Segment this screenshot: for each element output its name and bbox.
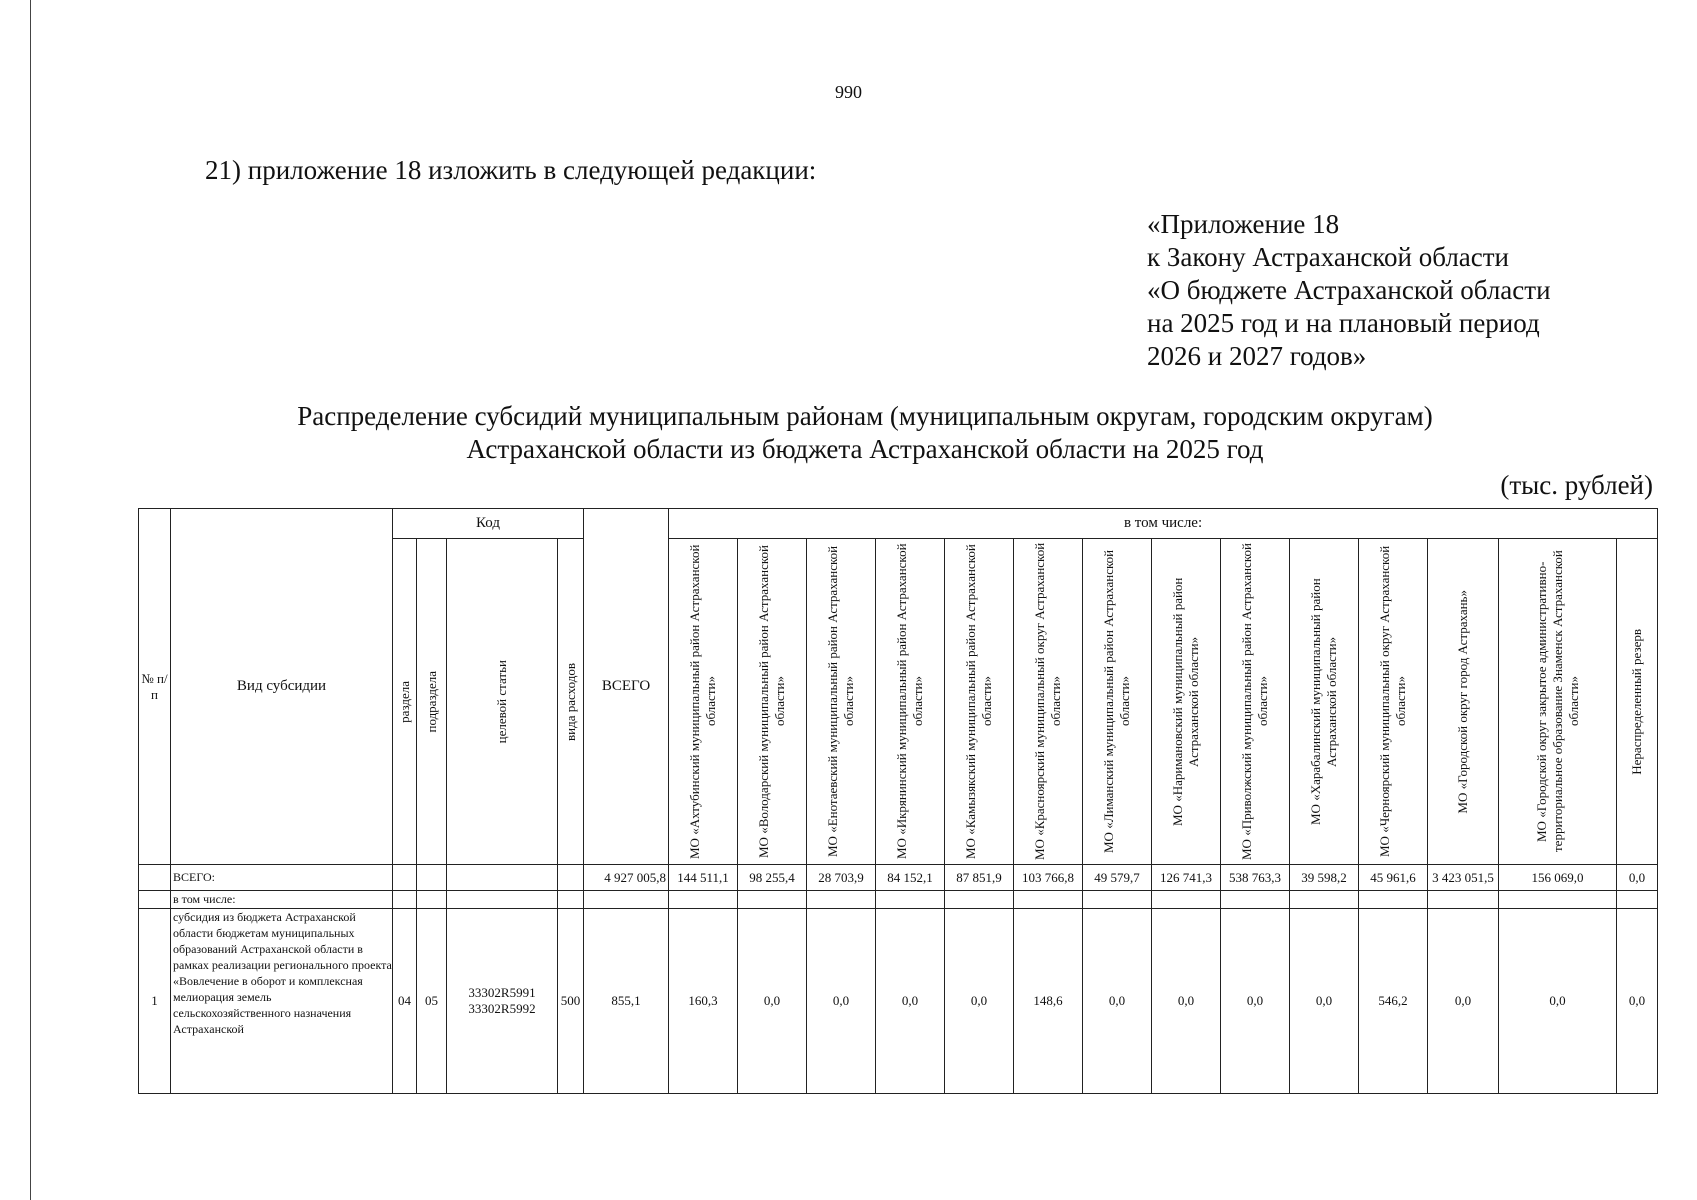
including-label: в том числе: [171, 891, 393, 909]
header-municipality [738, 539, 807, 865]
including-empty-cell [1359, 891, 1428, 909]
total-target-cell [447, 865, 558, 891]
row-municipality-value: 0,0 [1428, 909, 1499, 1094]
row-municipality-value: 0,0 [876, 909, 945, 1094]
header-municipality [876, 539, 945, 865]
target-code-line: 33302R5991 [468, 985, 536, 1000]
total-municipality-value: 538 763,3 [1221, 865, 1290, 891]
including-empty-cell [447, 891, 558, 909]
including-empty-cell [807, 891, 876, 909]
header-municipality [1428, 539, 1499, 865]
total-municipality-value: 3 423 051,5 [1428, 865, 1499, 891]
units-label: (тыс. рублей) [1500, 470, 1653, 500]
including-empty-cell [669, 891, 738, 909]
including-empty-cell [1083, 891, 1152, 909]
total-municipality-value: 87 851,9 [945, 865, 1014, 891]
header-code: Код [393, 509, 584, 539]
header-section-label: раздела [396, 680, 412, 723]
row-number: 1 [139, 909, 171, 1094]
header-municipality [1499, 539, 1617, 865]
row-municipality-value: 0,0 [1152, 909, 1221, 1094]
municipality-label: МО «Енотаевский муниципальный район Астраханской области» [825, 545, 857, 858]
header-target-article [447, 539, 558, 865]
row-total: 855,1 [584, 909, 669, 1094]
total-municipality-value: 84 152,1 [876, 865, 945, 891]
including-empty-cell [1428, 891, 1499, 909]
row-municipality-value: 160,3 [669, 909, 738, 1094]
row-description: субсидия из бюджета Астраханской области бюджетам муниципальных образований Астраханской области в рамках реализации регионального проекта «Вовлечение в оборот и комплексная мелиорация земель сельскохозяйственного назначения Астраханской [171, 909, 393, 1094]
table-row [139, 909, 1658, 1094]
municipality-label: МО «Камызякский муниципальный район Астраханской области» [963, 544, 995, 859]
page-number: 990 [835, 82, 862, 102]
municipality-label: МО «Икрянинский муниципальный район Астраханской области» [894, 543, 926, 860]
header-num: № п/п [139, 509, 171, 865]
header-municipality [945, 539, 1014, 865]
appendix-line: 2026 и 2027 годов» [1147, 341, 1367, 371]
total-municipality-value: 49 579,7 [1083, 865, 1152, 891]
header-target-article-label: целевой статьи [494, 659, 509, 744]
including-empty-cell [584, 891, 669, 909]
row-municipality-value: 0,0 [807, 909, 876, 1094]
header-including: в том числе: [669, 509, 1658, 539]
row-expense-code: 500 [558, 909, 584, 1094]
header-municipality [669, 539, 738, 865]
municipality-label: МО «Городской округ закрытое административно-территориальное образование Знаменск Астраханской области» [1533, 550, 1581, 853]
header-municipality [1290, 539, 1359, 865]
including-empty-cell [1290, 891, 1359, 909]
including-num-cell [139, 891, 171, 909]
total-subsection-cell [417, 865, 447, 891]
header-municipality [1152, 539, 1221, 865]
including-empty-cell [1499, 891, 1617, 909]
header-municipality [1083, 539, 1152, 865]
municipality-label: МО «Наримановский муниципальный район Астраханской области» [1170, 577, 1202, 826]
municipality-label: МО «Черноярский муниципальный округ Астраханской области» [1377, 545, 1409, 858]
header-subsection-label: подраздела [423, 670, 439, 733]
appendix-line: к Закону Астраханской области [1147, 242, 1510, 272]
header-subsidy-type: Вид субсидии [171, 509, 393, 865]
including-empty-cell [945, 891, 1014, 909]
including-empty-cell [1152, 891, 1221, 909]
including-empty-cell [876, 891, 945, 909]
municipality-label: МО «Володарский муниципальный район Астраханской области» [756, 545, 788, 858]
header-total: ВСЕГО [584, 509, 669, 865]
municipality-label: МО «Лиманский муниципальный район Астраханской области» [1101, 549, 1133, 854]
header-row-top [139, 509, 1658, 539]
including-empty-cell [1221, 891, 1290, 909]
header-expense-type-label: вида расходов [562, 662, 578, 741]
total-value: 4 927 005,8 [584, 865, 669, 891]
page-margin-line [30, 0, 31, 1200]
header-expense-type [558, 539, 584, 865]
subsidy-table [138, 508, 1658, 1094]
header-municipality [1221, 539, 1290, 865]
total-municipality-value: 126 741,3 [1152, 865, 1221, 891]
including-empty-cell [738, 891, 807, 909]
including-empty-cell [417, 891, 447, 909]
total-expense-cell [558, 865, 584, 891]
total-municipality-value: 0,0 [1617, 865, 1658, 891]
header-reserve [1617, 539, 1658, 865]
title-line: Распределение субсидий муниципальным районам (муниципальным округам, городским округам) [297, 401, 1433, 431]
document-title [0, 400, 1697, 466]
header-municipality [1014, 539, 1083, 865]
title-line: Астраханской области из бюджета Астраханской области на 2025 год [466, 434, 1264, 464]
total-municipality-value: 156 069,0 [1499, 865, 1617, 891]
row-subsection-code: 05 [417, 909, 447, 1094]
row-municipality-value: 0,0 [1083, 909, 1152, 1094]
amendment-instruction: 21) приложение 18 изложить в следующей редакции: [205, 155, 817, 185]
total-label: ВСЕГО: [171, 865, 393, 891]
municipality-label: Нераспределенный резерв [1629, 628, 1645, 775]
municipality-label: МО «Приволжский муниципальный район Астраханской области» [1239, 543, 1271, 860]
total-municipality-value: 98 255,4 [738, 865, 807, 891]
header-section [393, 539, 417, 865]
row-municipality-value: 0,0 [738, 909, 807, 1094]
total-section-cell [393, 865, 417, 891]
row-municipality-value: 0,0 [1617, 909, 1658, 1094]
row-municipality-value: 0,0 [945, 909, 1014, 1094]
row-municipality-value: 546,2 [1359, 909, 1428, 1094]
row-municipality-value: 0,0 [1221, 909, 1290, 1094]
header-municipality [1359, 539, 1428, 865]
municipality-label: МО «Ахтубинский муниципальный район Астраханской области» [687, 544, 719, 859]
including-empty-cell [1014, 891, 1083, 909]
appendix-line: «О бюджете Астраханской области [1147, 275, 1551, 305]
total-municipality-value: 39 598,2 [1290, 865, 1359, 891]
header-municipality [807, 539, 876, 865]
including-empty-cell [558, 891, 584, 909]
total-municipality-value: 144 511,1 [669, 865, 738, 891]
row-target-code [447, 909, 558, 1094]
total-num-cell [139, 865, 171, 891]
total-row [139, 865, 1658, 891]
appendix-line: на 2025 год и на плановый период [1147, 308, 1540, 338]
total-municipality-value: 45 961,6 [1359, 865, 1428, 891]
including-empty-cell [1617, 891, 1658, 909]
appendix-line: «Приложение 18 [1147, 209, 1340, 239]
row-section-code: 04 [393, 909, 417, 1094]
appendix-header [1147, 208, 1551, 373]
header-subsection [417, 539, 447, 865]
municipality-label: МО «Городской округ город Астрахань» [1455, 589, 1471, 814]
municipality-label: МО «Харабалинский муниципальный район Астраханской области» [1308, 578, 1340, 825]
total-municipality-value: 28 703,9 [807, 865, 876, 891]
including-empty-cell [393, 891, 417, 909]
row-municipality-value: 148,6 [1014, 909, 1083, 1094]
row-municipality-value: 0,0 [1290, 909, 1359, 1094]
total-municipality-value: 103 766,8 [1014, 865, 1083, 891]
including-row [139, 891, 1658, 909]
target-code-line: 33302R5992 [468, 1001, 536, 1016]
municipality-label: МО «Красноярский муниципальный округ Астраханской области» [1032, 542, 1064, 861]
row-municipality-value: 0,0 [1499, 909, 1617, 1094]
